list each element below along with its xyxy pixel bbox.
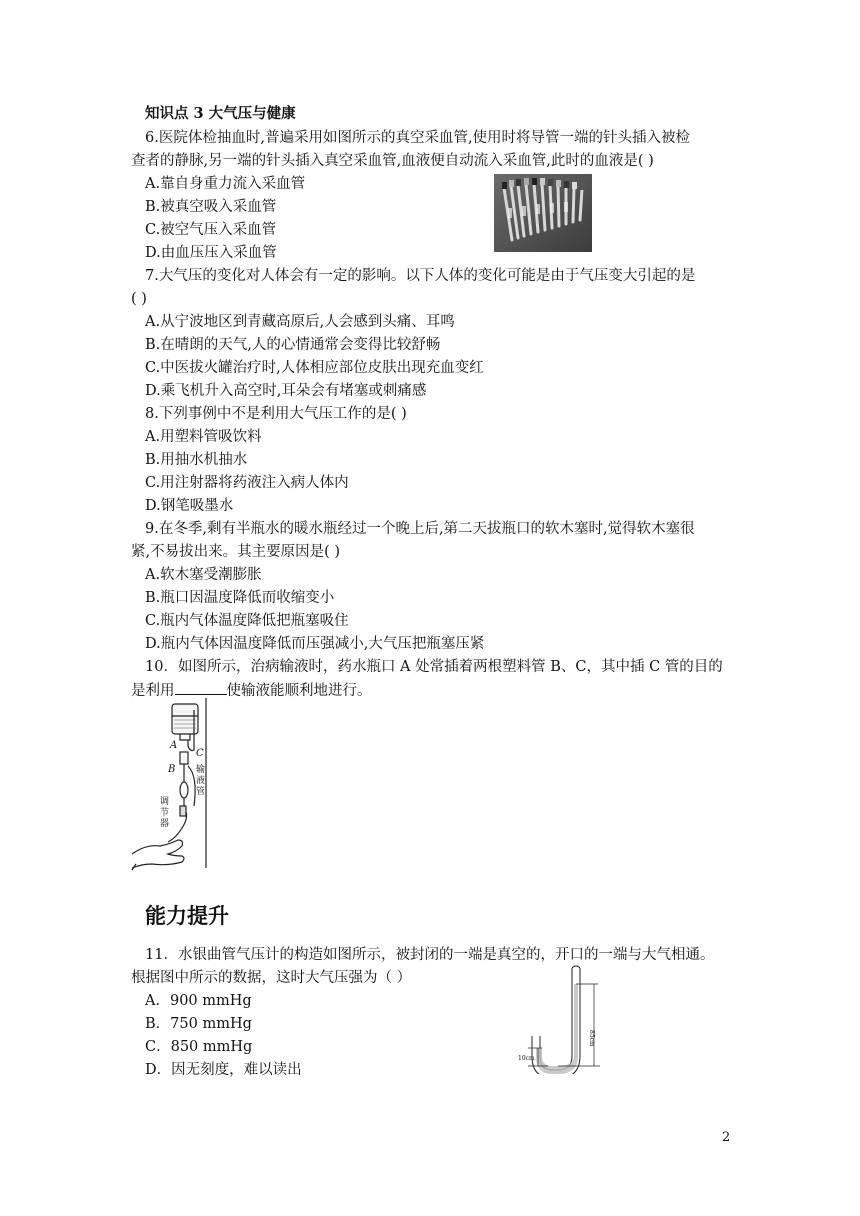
blood-tubes-photo	[494, 174, 592, 252]
q6-option-b: B.被真空吸入采血管	[145, 199, 277, 215]
q11-stem-line2: 根据图中所示的数据，这时大气压强为（ ）	[131, 970, 412, 986]
q9-option-d: D.瓶内气体因温度降低而压强减小,大气压把瓶塞压紧	[145, 636, 485, 652]
q7-option-d: D.乘飞机升入高空时,耳朵会有堵塞或刺痛感	[145, 383, 427, 399]
q9-option-c: C.瓶内气体温度降低把瓶塞吸住	[145, 613, 349, 629]
q6-option-d: D.由血压压入采血管	[145, 245, 277, 261]
q8-stem: 8.下列事例中不是利用大气压工作的是( )	[145, 406, 407, 422]
label-tube-3: 管	[196, 787, 206, 797]
q6-option-c: C.被空气压入采血管	[145, 222, 277, 238]
q6-option-a: A.靠自身重力流入采血管	[145, 176, 306, 192]
q10-stem-line2-post: 使输液能顺利地进行。	[226, 683, 372, 699]
q11-option-c: C．850 mmHg	[145, 1039, 253, 1055]
label-regulator-3: 器	[160, 819, 170, 829]
q9-stem-line2: 紧,不易拔出来。其主要原因是( )	[131, 544, 341, 560]
q11-stem-line1: 11．水银曲管气压计的构造如图所示，被封闭的一端是真空的，开口的一端与大气相通。	[145, 947, 715, 963]
q9-option-b: B.瓶口因温度降低而收缩变小	[145, 590, 335, 606]
label-tube-1: 输	[196, 765, 206, 775]
q7-option-c: C.中医拔火罐治疗时,人体相应部位皮肤出现充血变红	[145, 360, 484, 376]
label-tube-2: 液	[196, 776, 206, 786]
q10-answer-blank	[175, 680, 227, 695]
q11-option-a: A．900 mmHg	[145, 993, 252, 1009]
q7-stem-line2: ( )	[131, 291, 147, 307]
iv-infusion-figure	[130, 696, 220, 871]
q8-option-a: A.用塑料管吸饮料	[145, 429, 262, 445]
q7-option-a: A.从宁波地区到青藏高原后,人会感到头痛、耳鸣	[145, 314, 455, 330]
q11-option-b: B．750 mmHg	[145, 1016, 252, 1032]
q9-option-a: A.软木塞受潮膨胀	[145, 567, 262, 583]
label-regulator-1: 调	[160, 797, 170, 807]
label-10cm: 10cm	[518, 1055, 535, 1062]
label-85cm: 85cm	[588, 1030, 595, 1047]
q10-stem-line2-pre: 是利用	[131, 683, 175, 699]
label-b: B	[168, 764, 176, 775]
q10-stem-line1: 10．如图所示，治病输液时，药水瓶口 A 处常插着两根塑料管 B、C，其中插 C 管的目的	[145, 659, 723, 675]
q7-stem-line1: 7.大气压的变化对人体会有一定的影响。以下人体的变化可能是由于气压变大引起的是	[145, 268, 696, 284]
q6-stem-line2: 查者的静脉,另一端的针头插入真空采血管,血液便自动流入采血管,此时的血液是( )	[131, 153, 654, 169]
q11-option-d: D．因无刻度，难以读出	[145, 1062, 302, 1078]
label-regulator-2: 节	[160, 808, 170, 818]
q8-option-d: D.钢笔吸墨水	[145, 498, 234, 514]
q9-stem-line1: 9.在冬季,剩有半瓶水的暖水瓶经过一个晚上后,第二天拔瓶口的软木塞时,觉得软木塞很	[145, 521, 695, 537]
u-tube-barometer-figure	[518, 964, 608, 1074]
q8-option-b: B.用抽水机抽水	[145, 452, 248, 468]
q6-stem-line1: 6.医院体检抽血时,普遍采用如图所示的真空采血管,使用时将导管一端的针头插入被检	[145, 130, 691, 146]
q7-option-b: B.在晴朗的天气,人的心情通常会变得比较舒畅	[145, 337, 441, 353]
label-c: C	[196, 748, 204, 759]
section-title: 知识点 3 大气压与健康	[145, 105, 296, 122]
q8-option-c: C.用注射器将药液注入病人体内	[145, 475, 349, 491]
label-a: A	[170, 740, 178, 751]
ability-section-title: 能力提升	[145, 904, 229, 928]
page-number: 2	[722, 1130, 731, 1145]
